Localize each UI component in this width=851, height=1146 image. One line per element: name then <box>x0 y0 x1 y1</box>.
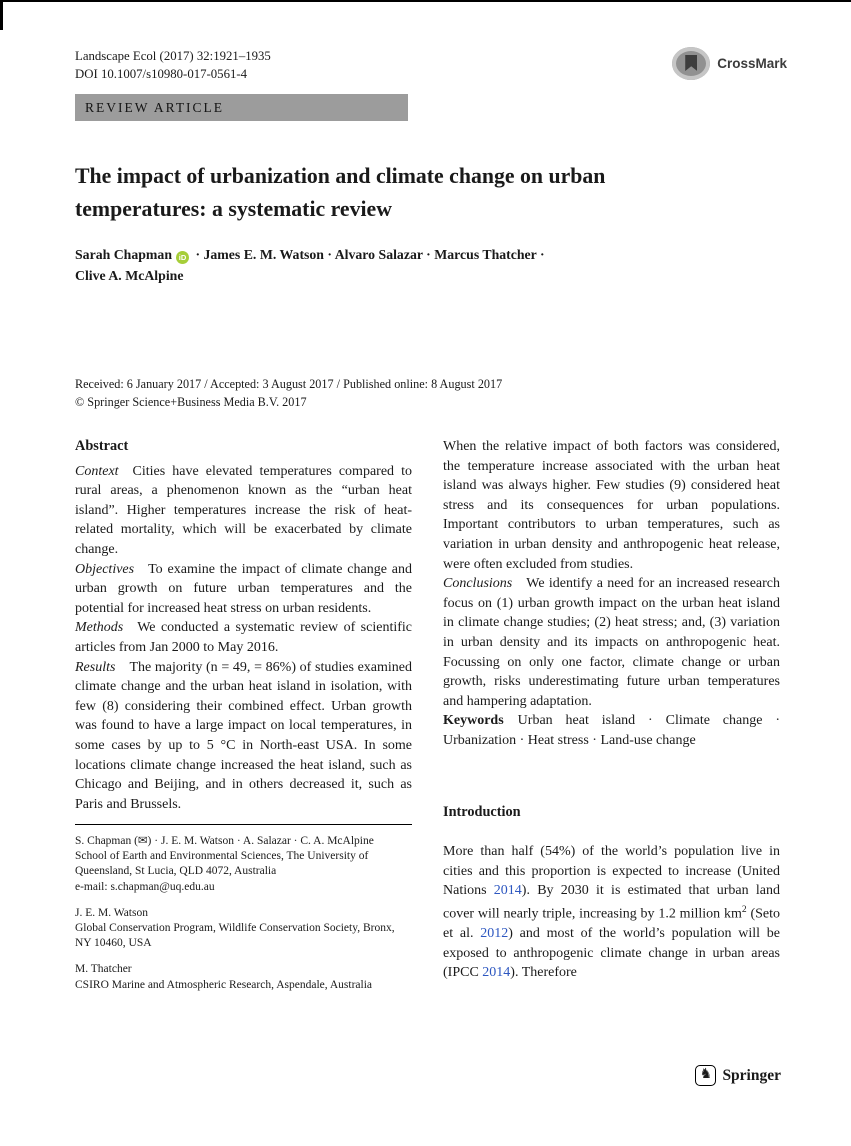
footnote-affiliation: School of Earth and Environmental Sciences, The University of Queensland, St Lucia, QLD 4072, Australia <box>75 850 369 878</box>
page-title: The impact of urbanization and climate change on urban temperatures: a systematic review <box>75 164 606 221</box>
springer-wordmark: Springer <box>722 1066 781 1084</box>
authors-line-1 <box>75 244 755 265</box>
footnote-group-1 <box>75 834 412 895</box>
abstract-paragraph-context: Context Cities have elevated temperatures compared to rural areas, a phenomenon known as the “urban heat island”. Higher temperatures increase the risk of heat-related mortality, which will be exacerbated by climate change. <box>75 463 412 557</box>
citation-link[interactable]: 2012 <box>480 926 509 942</box>
authors-line-1-rest: · James E. M. Watson · Alvaro Salazar · Marcus Thatcher · <box>192 247 545 262</box>
footnote-authors: S. Chapman (✉) · J. E. M. Watson · A. Salazar · C. A. McAlpine <box>75 835 374 847</box>
journal-header <box>75 47 271 83</box>
abstract-paragraph-results: Results The majority (n = 49, = 86%) of studies examined climate change and the urban heat island in isolation, with few (8) considering their combined effect. Urban growth was found to have a large impact on local temperatures, in some cases by up to 5 °C in North-east USA. In some locations climate change increased the heat island, such as Chicago and Beijing, and in others decreased it, such as Paris and Brussels. <box>75 659 412 812</box>
page-edge-mark-top <box>0 0 851 2</box>
abstract-paragraph-continued: When the relative impact of both factors was considered, the temperature increase associated with the urban heat island was always higher. Few studies (9) considered heat stress and its consequences for urban populations. Important contributors to urban temperatures, such as variation in urban density and anthropogenic heat release, were often excluded from studies. <box>443 439 780 572</box>
superscript: 2 <box>741 904 747 915</box>
abstract-paragraph-methods: Methods We conducted a systematic review of scientific articles from Jan 2000 to May 2016. <box>75 620 412 655</box>
abstract-paragraph-conclusions: Conclusions We identify a need for an increased research focus on (1) urban growth impact on the urban heat island in climate change studies; (2) heat stress; and, (3) variation in urban density and its impacts on anthropogenic heat. Focussing on only one factor, climate change or urban growth, risks underestimating future urban temperatures and hampering adaptation. <box>443 576 780 709</box>
article-meta <box>75 376 502 411</box>
crossmark-icon <box>672 47 710 80</box>
introduction-paragraph: More than half (54%) of the world’s population live in cities and this proportion is expected to increase (United Nations 2014). By 2030 it is estimated that urban land cover will nearly triple, increasing by 1.2 million $km^2$ (Seto et al. 2012) and most of the world’s population will be exposed to anthropogenic climate change in urban areas (IPCC 2014). Therefore <box>443 844 780 981</box>
italic-label: Objectives <box>75 561 135 577</box>
author-name: Sarah Chapman <box>75 247 172 262</box>
abstract-heading: Abstract <box>75 438 129 454</box>
affiliation-footnotes <box>75 824 412 1004</box>
italic-label: Results <box>75 659 116 675</box>
footnote-affiliation: CSIRO Marine and Atmospheric Research, Aspendale, Australia <box>75 978 373 991</box>
springer-knight-icon: ♞ <box>695 1065 716 1086</box>
footnote-email: e-mail: s.chapman@uq.edu.au <box>75 880 215 893</box>
citation-link[interactable]: 2014 <box>482 965 511 981</box>
italic-label: Context <box>75 463 119 479</box>
article-type-banner: REVIEW ARTICLE <box>75 94 408 121</box>
bold-label: Keywords <box>443 713 504 729</box>
footnote-authors: J. E. M. Watson <box>75 906 148 919</box>
footnote-group-2 <box>75 906 412 952</box>
citation-link[interactable]: 2014 <box>493 883 522 899</box>
crossmark-badge[interactable] <box>672 47 787 80</box>
received-line: Received: 6 January 2017 / Accepted: 3 August 2017 / Published online: 8 August 2017 <box>75 377 503 391</box>
abstract-paragraph-objectives: Objectives To examine the impact of climate change and urban growth on future urban temperatures and the potential for increased heat stress on urban residents. <box>75 561 412 616</box>
authors-block <box>75 244 755 286</box>
journal-citation-line: Landscape Ecol (2017) 32:1921–1935 <box>75 49 271 63</box>
footnote-group-3 <box>75 962 412 992</box>
footnote-authors: M. Thatcher <box>75 963 132 976</box>
crossmark-label: CrossMark <box>717 56 787 71</box>
right-column <box>443 437 780 983</box>
doi-line: DOI 10.1007/s10980-017-0561-4 <box>75 67 248 81</box>
orcid-icon[interactable]: iD <box>176 251 189 264</box>
keywords-block: Keywords Urban heat island · Climate change · Urbanization · Heat stress · Land-use change <box>443 713 780 748</box>
italic-label: Conclusions <box>443 576 513 592</box>
italic-label: Methods <box>75 620 124 636</box>
footnote-affiliation: Global Conservation Program, Wildlife Conservation Society, Bronx, NY 10460, USA <box>75 922 395 950</box>
springer-logo <box>695 1065 781 1086</box>
copyright-line: © Springer Science+Business Media B.V. 2017 <box>75 394 307 409</box>
authors-line-2: Clive A. McAlpine <box>75 268 184 283</box>
introduction-heading: Introduction <box>443 803 521 820</box>
page-edge-mark-left <box>0 0 3 30</box>
